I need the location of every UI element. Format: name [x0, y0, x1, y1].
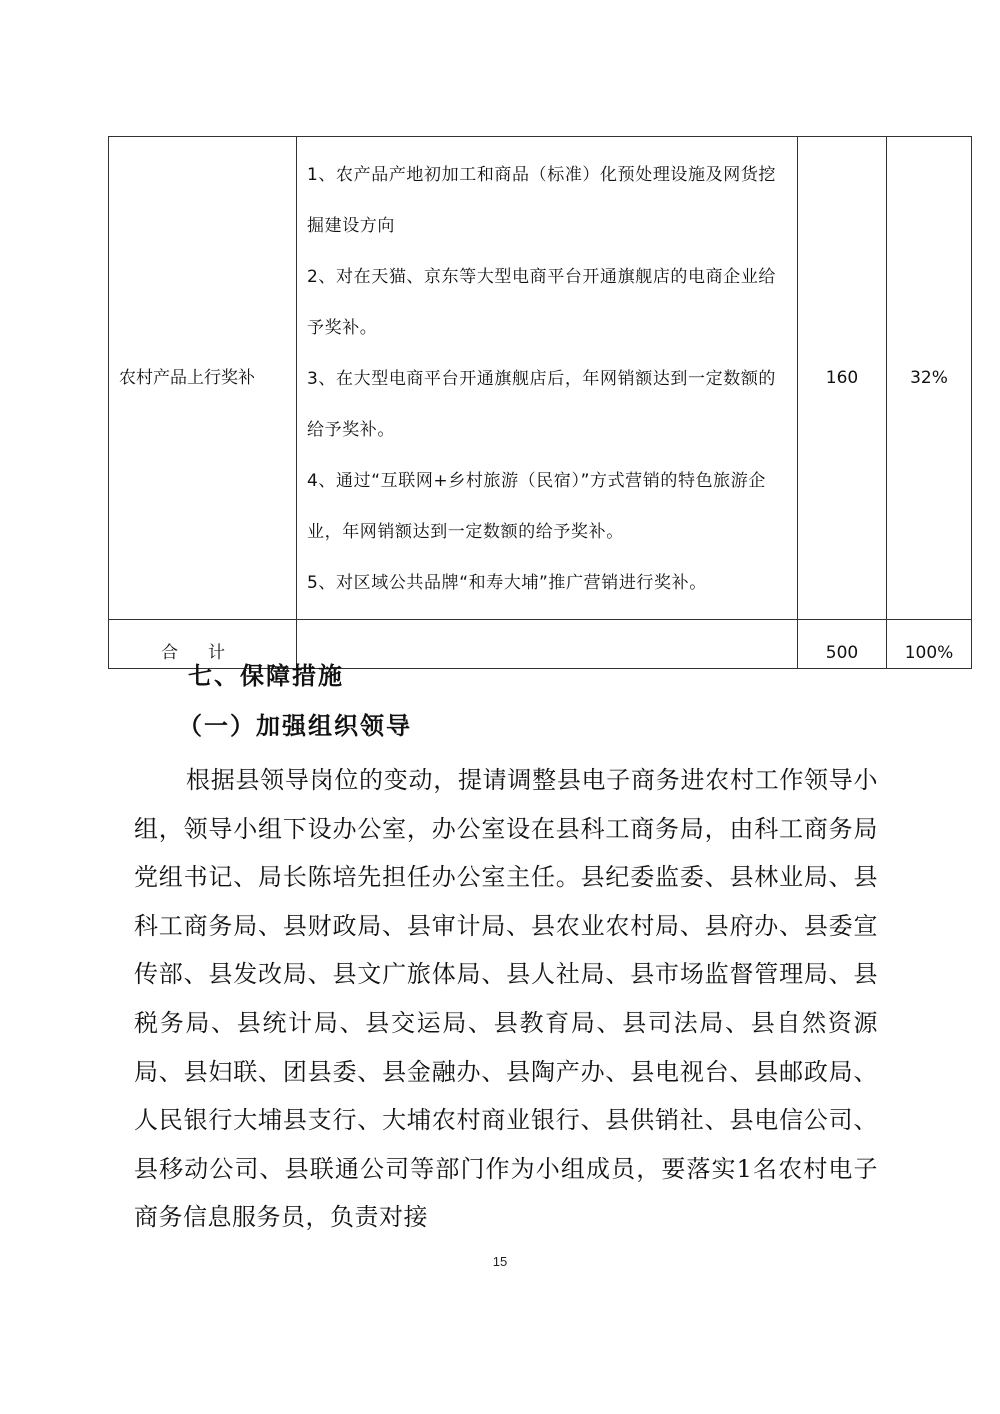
percent-cell: 32%: [887, 137, 972, 620]
subsection-heading: （一）加强组织领导: [178, 712, 412, 740]
body-paragraph: 根据县领导岗位的变动，提请调整县电子商务进农村工作领导小组，领导小组下设办公室，办公室设在县科工商务局，由科工商务局党组书记、局长陈培先担任办公室主任。县纪委监委、县林业局、县科工商务局、县财政局、县审计局、县农业农村局、县府办、县委宣传部、县发改局、县文广旅体局、县人社局、县市场监督管理局、县税务局、县统计局、县交运局、县教育局、县司法局、县自然资源局、县妇联、团县委、县金融办、县陶产办、县电视台、县邮政局、人民银行大埔县支行、大埔农村商业银行、县供销社、县电信公司、县移动公司、县联通公司等部门作为小组成员，要落实1名农村电子商务信息服务员，负责对接: [134, 766, 878, 1232]
table-row: [109, 137, 972, 620]
total-amount: 500: [798, 620, 887, 669]
items-cell: [297, 137, 798, 620]
list-item: 4、通过“互联网+乡村旅游（民宿）”方式营销的特色旅游企业，年网销额达到一定数额的给予奖补。: [307, 470, 766, 542]
page-number: 15: [492, 1254, 508, 1269]
list-item: 1、农产品产地初加工和商品（标准）化预处理设施及网货挖掘建设方向: [307, 164, 777, 236]
list-item: 2、对在天猫、京东等大型电商平台开通旗舰店的电商企业给予奖补。: [307, 266, 777, 338]
list-item: 5、对区域公共品牌“和寿大埔”推广营销进行奖补。: [307, 572, 707, 593]
amount-cell: 160: [798, 137, 887, 620]
section-heading: 七、保障措施: [188, 662, 344, 690]
empty-cell: [297, 620, 798, 669]
category-cell: 农村产品上行奖补: [109, 137, 297, 620]
list-item: 3、在大型电商平台开通旗舰店后，年网销额达到一定数额的给予奖补。: [307, 368, 777, 440]
total-label: 合计: [109, 620, 297, 669]
total-percent: 100%: [887, 620, 972, 669]
subsidy-table: [108, 136, 972, 669]
